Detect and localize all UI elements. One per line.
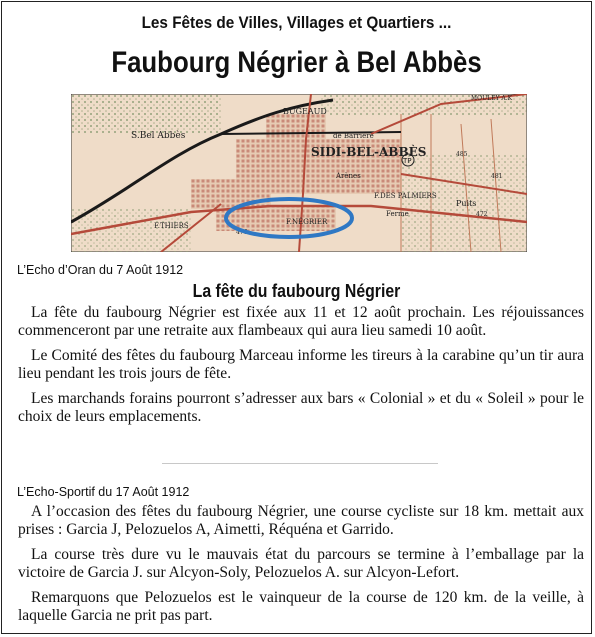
kicker-title: Les Fêtes de Villes, Villages et Quartiers ...: [141, 13, 452, 32]
label-472: 472: [476, 211, 488, 218]
label-thiers: F.THIERS: [154, 222, 189, 230]
article1-paragraph: La fête du faubourg Négrier est fixée aux 11 et 12 août prochain. Les réjouissances commenceront par une retraite aux flambeaux qui aura lieu samedi 10 août.: [18, 304, 584, 339]
label-mouley: MOULEY A.K: [471, 95, 513, 102]
section-divider: [162, 463, 438, 464]
label-485: 485: [456, 151, 468, 158]
article2-paragraph: A l’occasion des fêtes du faubourg Négrier, une course cycliste sur 18 km. mettait aux prises : Garcia J, Pelozuelos A, Aimetti, Réquéna et Garrido.: [18, 503, 584, 538]
label-sidi-bel-abbes: SIDI-BEL-ABBÈS: [311, 145, 427, 159]
svg-text:TP: TP: [403, 157, 412, 165]
article1-paragraph: Le Comité des fêtes du faubourg Marceau informe les tireurs à la carabine qu’un tir aura lieu pendant les trois jours de fête.: [18, 347, 584, 382]
article2-source: L’Echo-Sportif du 17 Août 1912: [17, 485, 190, 499]
label-bugeaud: BUGEAUD: [283, 107, 327, 116]
label-des-palmiers: F.DES PALMIERS: [374, 192, 437, 200]
historic-map: [71, 94, 527, 252]
page-title: Faubourg Négrier à Bel Abbès: [111, 46, 482, 79]
label-negrier: F.NÉGRIER: [286, 218, 328, 226]
article1-title: La fête du faubourg Négrier: [192, 281, 401, 301]
page-frame: [1, 1, 592, 634]
article1-paragraph: Les marchands forains pourront s’adresser aux bars « Colonial » et du « Soleil » pour le choix de leurs emplacements.: [18, 390, 584, 425]
article2-body: [18, 503, 584, 632]
label-476: 476: [236, 229, 248, 236]
label-481: 481: [491, 173, 503, 180]
article1-body: [18, 304, 584, 433]
label-barriere: de Barrière: [333, 132, 374, 140]
label-s-bel-abbes: S.Bel Abbès: [131, 131, 186, 141]
article1-source: L’Echo d’Oran du 7 Août 1912: [17, 263, 184, 277]
article2-paragraph: Remarquons que Pelozuelos est le vainqueur de la course de 120 km. de la veille, à laquelle Garcia ne prit pas part.: [18, 589, 584, 624]
label-puits: Puits: [456, 199, 477, 208]
label-arenes: Arènes: [336, 172, 361, 180]
article2-paragraph: La course très dure vu le mauvais état du parcours se termine à l’emballage par la victoire de Garcia J. sur Alcyon-Soly, Pelozuelos A. sur Alcyon-Lefort.: [18, 546, 584, 581]
label-ferme: Ferme: [386, 210, 409, 218]
